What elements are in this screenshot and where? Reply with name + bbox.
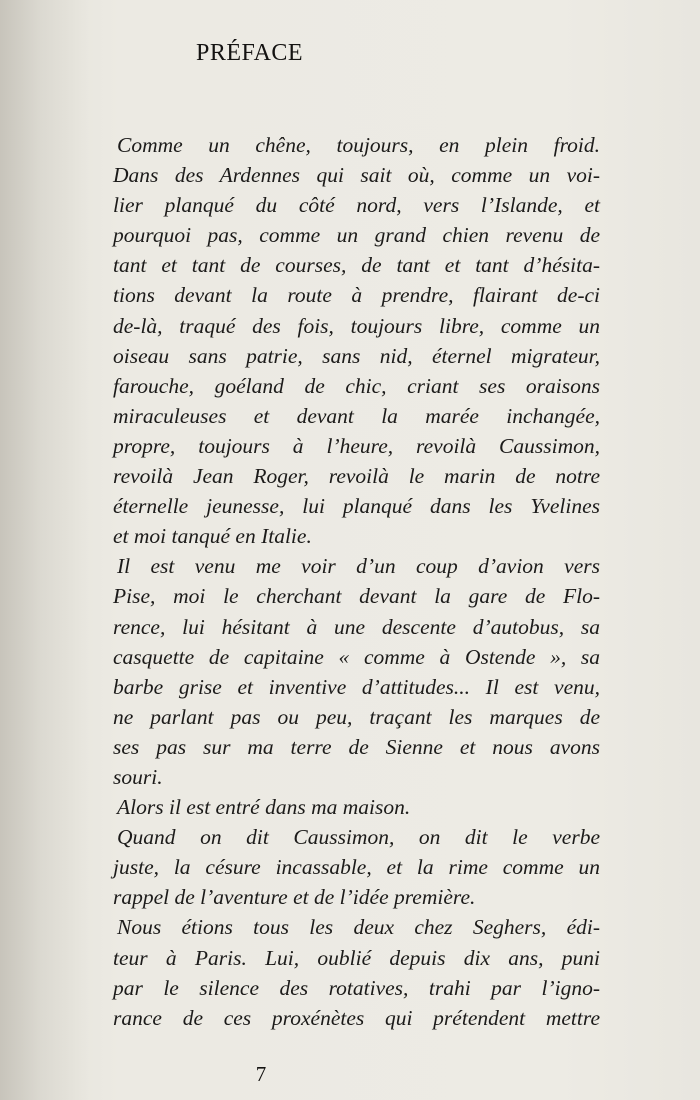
text-line: rance de ces proxénètes qui prétendent mettre	[113, 1005, 600, 1030]
text-line: Nous étions tous les deux chez Seghers, édi-	[117, 915, 600, 940]
text-line: Alors il est entré dans ma maison.	[117, 795, 411, 820]
text-line: rappel de l’aventure et de l’idée première.	[113, 885, 476, 910]
text-line: tions devant la route à prendre, flairant de-ci	[113, 283, 600, 308]
text-line: Dans des Ardennes qui sait où, comme un voi-	[113, 163, 600, 188]
text-line: Quand on dit Caussimon, on dit le verbe	[117, 825, 600, 850]
text-line: Il est venu me voir d’un coup d’avion vers	[117, 554, 600, 579]
text-line: et moi tanqué en Italie.	[113, 524, 312, 549]
text-line: par le silence des rotatives, trahi par l’igno-	[113, 975, 600, 1000]
page-title: PRÉFACE	[196, 40, 304, 66]
text-line: juste, la césure incassable, et la rime comme un	[113, 855, 600, 880]
text-line: revoilà Jean Roger, revoilà le marin de notre	[113, 464, 600, 489]
text-line: Comme un chêne, toujours, en plein froid.	[117, 133, 600, 157]
text-line: rence, lui hésitant à une descente d’autobus, sa	[113, 614, 600, 639]
text-line: lier planqué du côté nord, vers l’Islande, et	[113, 193, 600, 218]
page-number: 7	[255, 1062, 267, 1086]
text-line: casquette de capitaine « comme à Ostende », sa	[113, 644, 600, 669]
text-line: éternelle jeunesse, lui planqué dans les Yvelines	[113, 494, 600, 519]
text-line: Pise, moi le cherchant devant la gare de Flo-	[113, 584, 600, 609]
page-gutter-shadow	[0, 0, 90, 1100]
text-line: ses pas sur ma terre de Sienne et nous avons	[113, 734, 600, 759]
text-line: tant et tant de courses, de tant et tant d’hésita-	[113, 253, 600, 278]
text-line: miraculeuses et devant la marée inchangée,	[113, 403, 600, 428]
text-line: souri.	[113, 764, 163, 789]
preface-text	[113, 130, 600, 1033]
text-line: barbe grise et inventive d’attitudes... Il est venu,	[113, 674, 600, 699]
text-line: pourquoi pas, comme un grand chien revenu de	[113, 223, 600, 248]
text-line: oiseau sans patrie, sans nid, éternel migrateur,	[113, 343, 600, 368]
text-line: ne parlant pas ou peu, traçant les marques de	[113, 704, 600, 729]
text-line: propre, toujours à l’heure, revoilà Caussimon,	[113, 433, 600, 458]
text-line: de-là, traqué des fois, toujours libre, comme un	[113, 313, 600, 338]
text-line: teur à Paris. Lui, oublié depuis dix ans, puni	[113, 945, 600, 970]
text-line: farouche, goéland de chic, criant ses oraisons	[113, 373, 600, 398]
